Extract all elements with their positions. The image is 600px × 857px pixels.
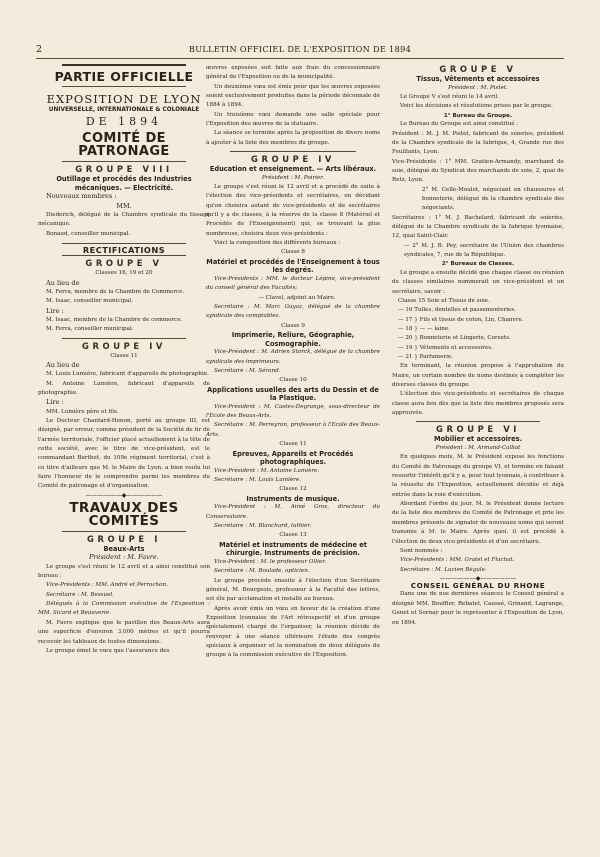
groupe-iv-heading: GROUPE IV — [81, 340, 167, 351]
text-line: Vice-Présidents : 1° MM. Gratien-Armandy, marchand de soie, délégué du Syndicat des marchands de soie, 2, quai de Retz, Lyon. — [392, 158, 564, 184]
ornament-divider: ——————◆—————— — [85, 491, 163, 499]
paragraph: Le groupe procède ensuite à l'élection d'un Secrétaire général, M. Bourgeois, professeur à la Faculté des lettres, est élu par acclamation et installé au bureau. — [206, 577, 380, 603]
class-line: Classe 15 Soie et Tissus de soie. — [398, 298, 490, 304]
paragraph: Un deuxième vœu est émis pour que les œuvres exposées soient exclusivement produites dans la période décennale de 1884 à 1894. — [206, 83, 380, 109]
text-line: M. Ferra, membre de la Chambre de Commerce. — [46, 288, 185, 295]
rectifications-heading: RECTIFICATIONS — [82, 244, 166, 255]
paragraph: Le groupe a ensuite décidé que chaque classe ou réunion de classes similaires nommerait un vice-président et un secrétaire, savoir : — [392, 269, 564, 295]
paragraph: M. Favre explique que le pavillon des Beaux-Arts aura une superficie d'environ 3,000 mètres et qu'il pourra recevoir les tableaux de toutes dimensions. — [38, 619, 210, 645]
groupe-v-title: Tissus, Vêtements et accessoires — [416, 75, 540, 83]
text-line: Au lieu de — [46, 361, 80, 369]
column-2 — [206, 64, 380, 661]
groupe-i-title: Beaux-Arts — [103, 544, 145, 553]
top-rule — [62, 64, 186, 66]
text-line: MM. Lumière père et fils. — [46, 408, 119, 415]
text-line: Vice-Président : M. Aimé Gros, directeur du Conservatoire. — [206, 504, 380, 520]
classe-heading: Classe 11 — [279, 441, 307, 448]
text-line: Président : M. J. M. Pistet, fabricant de soieries, président de la Chambre syndicale de la fabrique, 4, Grande rue des Feuillants, Lyon. — [392, 130, 564, 156]
running-head: BULLETIN OFFICIEL DE L'EXPOSITION DE 1894 — [188, 44, 412, 54]
ornament-divider: ——————◆—————— — [439, 574, 517, 582]
classe-heading: Classe 10 — [279, 377, 307, 384]
text-line: Au lieu de — [46, 278, 80, 287]
classe-line: Classe 11 — [110, 352, 138, 359]
text-line: Vice-Président : M. Antoine Lumière. — [214, 467, 320, 474]
paragraph: La séance se termine après la proposition de divers noms à ajouter à la liste des membres du groupe. — [206, 130, 380, 146]
column-3 — [392, 64, 564, 628]
text-line: 2° M. Celle-Moulet, négociant en chaussures et bonneterie, délégué de la chambre syndicale des négociants. — [422, 186, 564, 212]
paragraph: Le groupe s'est réuni le 12 avril et a procédé de suite à l'élection des vice-présidents et secrétaires, en décidant qu'on choisira autant de vice-présidents et de secrétaires qu'il y a de classes, à la réserve de la classe 8 (Matériel et Procédés de l'Enseignement) qui, se trouvant la plus nombreuse, choisira deux vice-présidents : — [206, 184, 380, 237]
text-line: M. Isaac, conseiller municipal. — [46, 298, 133, 305]
groupe-iv-president: Président : M. Poirier. — [261, 174, 325, 181]
divider — [62, 255, 186, 256]
class-line: — 20 } Bonneterie et Lingerie, Corsets. — [398, 335, 511, 342]
paragraph: Le Bureau du Groupe est ainsi constitué : — [400, 121, 519, 128]
paragraph: Voici les décisions et résolutions prises par le groupe. — [400, 103, 553, 110]
text-line: M. Louis Lumière, fabricant d'appareils de photographie. — [46, 371, 209, 378]
classe-title: Instruments de musique. — [246, 494, 340, 503]
conseil-heading: CONSEIL GÉNÉRAL DU RHONE — [410, 580, 546, 590]
text-line: Secrétaire : M. Blanchard, luthier. — [214, 523, 312, 529]
groupe-vi-title: Mobilier et accessoires. — [433, 435, 523, 444]
text-line: — 2° M. J. B. Pey, secrétaire de l'Union des chambres syndicales, 7, rue de la République. — [404, 242, 564, 259]
member-line: Diederich, délégué de la Chambre syndicale du tissage mécanique. — [38, 211, 210, 228]
groupe-i-president: Président : M. Favre. — [89, 553, 159, 562]
classe-title: Applications usuelles des arts du Dessin et de la Plastique. — [207, 385, 379, 403]
paragraph: Un troisième vœu demande une salle spéciale pour l'Exposition des œuvres de la statuaire. — [206, 111, 380, 128]
class-line: — 16 Tulles, dentelles et passementeries. — [398, 307, 517, 314]
divider — [62, 338, 186, 339]
text-line: Vice-Président : M. Adrien Storck, délégué de la chambre syndicale des imprimeurs. — [206, 349, 380, 365]
classe-heading: Classe 8 — [281, 249, 305, 256]
groupe-iv-heading: GROUPE IV — [250, 154, 336, 165]
groupe-iv-title: Education et enseignement. — Arts libéraux. — [209, 165, 377, 174]
paragraph: Voici la composition des différents bureaux : — [214, 240, 341, 247]
class-line: — 17 } Fils et tissus de coton, Lin, Chanvre. — [398, 316, 524, 323]
text-line: Délégués à la Commission exécutive de l'Exposition : MM. Sicard et Beauverie. — [38, 601, 210, 617]
page-header — [36, 44, 564, 59]
text-line: Vice-Présidents : MM. le docteur Lépine, vice-président du conseil général des Facultés; — [206, 275, 380, 292]
groupe-vi-president: Président : M. Armand-Calliat — [435, 445, 521, 452]
subsection-heading: 2° Bureaux de Classes. — [441, 261, 515, 268]
text-line: Vice-Présidents : MM. André et Perrachon. — [46, 582, 168, 589]
class-line: — 18 } — — laine. — [398, 326, 450, 333]
comite-title: COMITÉ DE PATRONAGE — [78, 131, 170, 159]
groupe-i-heading: GROUPE I — [87, 533, 161, 544]
text-line: Secrétaire : M. Perreyron, professeur à l'Ecole des Beaux-Arts. — [206, 422, 380, 438]
paragraph: Le groupe s'est réuni le 12 avril et a ainsi constitué son bureau : — [38, 563, 210, 580]
text-line: Lire : — [46, 306, 64, 315]
page-number: 2 — [36, 44, 43, 55]
classe-heading: Classe 12 — [279, 486, 307, 493]
text-line: Vice-Président : M. le professeur Ollier. — [214, 558, 327, 565]
text-line: M. Isaac, membre de la Chambre de commerce. — [46, 316, 183, 323]
groupe-vi-heading: GROUPE VI — [435, 424, 521, 435]
classes-line: Classes 16, 19 et 20 — [95, 270, 153, 277]
classe-title: Matériel et procédés de l'Enseignement à tous les degrés. — [206, 257, 380, 275]
travaux-title: TRAVAUX DES COMITÉS — [69, 499, 179, 529]
text-line: Secrétaire : M. Boulade, opticien. — [214, 568, 310, 575]
paragraph: L'élection des vice-présidents et secrétaires de chaque classe aura lieu dès que la liste des membres proposés sera approuvée. — [392, 391, 564, 417]
expo-name: EXPOSITION DE LYON — [46, 92, 202, 106]
text-line: Sont nommés : — [400, 547, 443, 554]
text-line: — Clavel, adjoint au Maire. — [258, 294, 336, 301]
divider — [230, 151, 356, 152]
classe-title: Imprimerie, Reliure, Géographie, Cosmographie. — [231, 331, 355, 348]
expo-subtitle: UNIVERSELLE, INTERNATIONALE & COLONIALE — [48, 107, 200, 113]
text-line: Secrétaire : M. Marc Guyaz, délégué de la chambre syndicale des comptables. — [206, 304, 380, 320]
classe-heading: Classe 9 — [281, 322, 305, 329]
paragraph: En quelques mots, M. le Président expose les fonctions du Comité de Patronage du groupe VI, et termine en faisant ressortir l'intérêt qu'il y a, pour tout lyonnais, à contribuer à la réussite de l'Exposition, actuellement décidée et déjà entrée dans la voie d'exécution. — [392, 454, 564, 498]
text-line: Vice-Président : M. Castex-Degrange, sous-directeur de l'Ecole des Beaux-Arts. — [206, 403, 380, 420]
paragraph: Abordant l'ordre du jour, M. le Président donne lecture de la liste des membres du Comité de Patronage et prie les membres présents de signaler de nouveaux noms qui seront transmis à M. le Maire. Après quoi, il est procédé à l'élection de deux vice-présidents et d'un secrétaire. — [392, 501, 564, 545]
subsection-heading: 1° Bureau du Groupe. — [443, 112, 513, 119]
paragraph: Le Docteur Chantard-Henon, porté au groupe III, est désigné, par erreur, comme président de la Société de tir de l'armée territoriale, l'officier placé actuellement à la tête de cette société, avec le titre de vice-président, est le commandant Berthet, du 109e régiment territorial, c'est à ce titre d'ailleurs que M. le Maire de Lyon, a bien voulu lui faire l'honneur de le comprendre parmi les membres du Comité de patronage et d'organisation. — [38, 418, 210, 490]
member-line: Bonaud, conseiller municipal. — [46, 230, 131, 237]
text-line: Secrétaire : M. Sérand. — [214, 367, 281, 374]
text-line: Secrétaire : M. Lucien Bégule. — [400, 566, 487, 573]
divider — [62, 531, 186, 532]
groupe-v-president: Président : M. Pistet. — [448, 84, 508, 91]
classe-title: Epreuves, Appareils et Procédés photographiques. — [232, 449, 354, 467]
classe-title: Matériel et instruments de médecine et chirurgie. Instruments de précision. — [219, 540, 367, 558]
paragraph: œuvres exposées soit faite aux frais du concessionnaire général de l'Exposition ou de la municipalité. — [206, 65, 380, 81]
paragraph: Dans une de nos dernières séances le Conseil général a désigné MM. Bouffier, Rebatel, Caussé, Grinand, Lagrange, Genet et Sornay pour le représenter à l'Exposition de Lyon, en 1894. — [392, 591, 564, 626]
text-line: Secrétaires : 1° M. J. Bachelard, fabricant de soieries, délégué de la Chambre syndicale de la fabrique lyonnaise, 12, quai Saint-Clair. — [392, 214, 564, 240]
paragraph: Le groupe émet le vœu que l'assurance des — [46, 647, 170, 654]
section-title: PARTIE OFFICIELLE — [54, 69, 194, 84]
classe-heading: Classe 13 — [279, 532, 307, 539]
paragraph: En terminant, la réunion propose à l'approbation du Maire, un certain nombre de noms destinés à compléter les diverses classes du groupe. — [392, 363, 564, 389]
class-line: — 21 } Parfumerie. — [398, 354, 453, 361]
text-line: Secrétaire : M. Louis Lumière. — [214, 477, 301, 484]
paragraph: Après avoir émis un vœu en faveur de la création d'une Exposition lyonnaise de l'Art rétrospectif et d'un groupe spécialement chargé de l'organiser, la réunion décide de renvoyer à une séance ultérieure l'étude des congrès spéciaux à organiser et la nomination de deux délégués du groupe à la commission exécutive de l'Exposition. — [206, 605, 380, 659]
text-line: M. Ferra, conseiller municipal. — [46, 326, 134, 333]
groupe-viii-title: Outillage et procédés des Industries mécaniques. — Electricité. — [56, 175, 192, 192]
text-line: Lire : — [46, 398, 64, 407]
groupe-viii-heading: GROUPE VIII — [75, 164, 173, 174]
text-line: Secrétaire : M. Bessuel. — [46, 591, 114, 598]
text-line: Vice-Présidents : MM. Gratel et Flachat. — [400, 557, 515, 564]
text-line: MM. — [116, 201, 132, 210]
paragraph: Le Groupe V s'est réuni le 14 avril. — [400, 93, 500, 100]
groupe-v-heading: GROUPE V — [85, 258, 163, 269]
column-1 — [38, 64, 210, 656]
expo-year: DE 1894 — [85, 115, 163, 128]
groupe-v-heading: GROUPE V — [439, 64, 517, 74]
paragraph: Nouveaux membres : — [46, 192, 117, 201]
text-line: M. Antoine Lumière, fabricant d'appareils de photographie. — [38, 380, 210, 397]
divider — [62, 86, 186, 87]
divider — [62, 243, 186, 244]
divider — [62, 161, 186, 162]
class-line: — 19 } Vêtements et accessoires. — [398, 344, 493, 351]
divider — [416, 421, 540, 422]
